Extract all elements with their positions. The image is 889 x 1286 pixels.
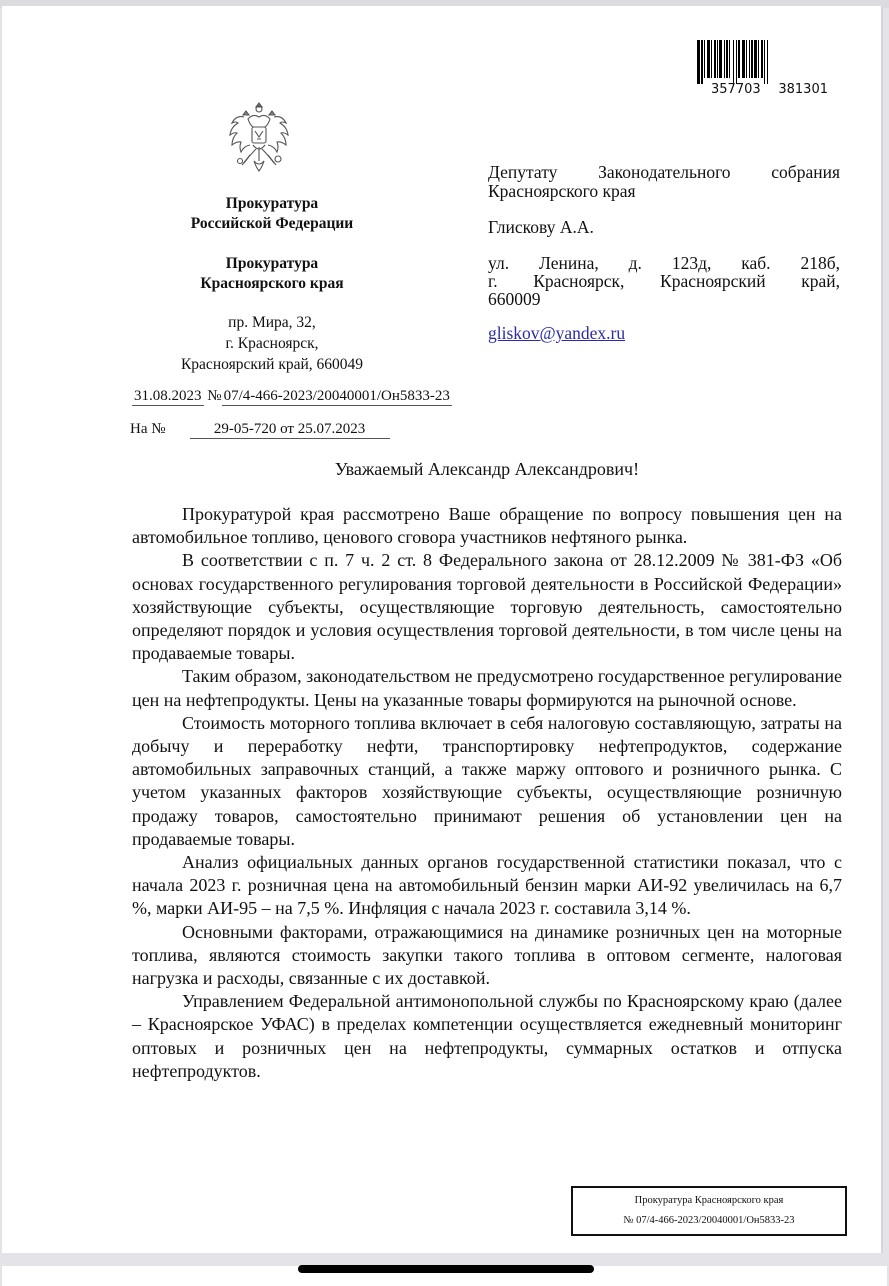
recipient-address-line2: г. Красноярск, Красноярский край, — [488, 271, 840, 291]
sender-organization — [142, 194, 402, 234]
barcode-bar — [746, 40, 747, 78]
recipient-title-line2: Красноярского края — [488, 181, 636, 201]
letter-body — [132, 503, 842, 1083]
document-page — [2, 6, 883, 1253]
registration-date: 31.08.2023 — [134, 388, 202, 404]
barcode-bar — [767, 40, 768, 84]
registration-number-prefix: № — [207, 388, 222, 404]
reply-reference: 29-05-720 от 25.07.2023 — [190, 421, 390, 439]
barcode-bar — [749, 40, 750, 78]
barcode-bar — [724, 40, 725, 78]
barcode-bar — [729, 40, 730, 78]
stamp-line1: Прокуратура Красноярского края — [634, 1195, 784, 1206]
recipient-email-row — [488, 324, 840, 343]
sender-address-line1: пр. Мира, 32, — [228, 314, 316, 331]
barcode-bar — [726, 40, 728, 78]
recipient-address-line1: ул. Ленина, д. 123д, каб. 218б, — [488, 253, 840, 273]
barcode-bar — [717, 40, 718, 78]
paragraph: Стоимость моторного топлива включает в себя налоговую составляющую, затраты на добычу и переработку нефти, транспортировку нефтепродуктов, содержание автомобильных заправочных станций, а также маржу оптового и розничного рынка. С учетом указанных факторов хозяйствующие субъекты, осуществляющие розничную продажу товаров, самостоятельно принимают решения об установлении цен на продаваемые товары. — [132, 712, 842, 849]
paragraph: В соответствии с п. 7 ч. 2 ст. 8 Федерального закона от 28.12.2009 № 381-ФЗ «Об основах государственного регулирования торговой деятельности в Российской Федерации» хозяйствующие субъекты, осуществляющие торговую деятельность, самостоятельно определяют порядок и условия осуществления торговой деятельности, в том числе цены на продаваемые товары. — [132, 550, 842, 664]
registration-stamp — [571, 1186, 847, 1236]
barcode-bar — [742, 40, 745, 78]
barcode-right-number: 381301 — [778, 82, 828, 97]
reply-reference-line — [130, 421, 390, 439]
barcode-bar — [758, 40, 759, 78]
coat-of-arms-emblem-icon — [224, 99, 294, 175]
barcode-bar — [719, 40, 722, 78]
barcode-bar — [701, 40, 703, 84]
barcode-bars — [697, 40, 842, 80]
paragraph: Управлением Федеральной антимонопольной службы по Красноярскому краю (далее – Красноярское УФАС) в пределах компетенции осуществляется ежедневный мониторинг оптовых и розничных цен на нефтепродукты, суммарных остатков и отпуска нефтепродуктов. — [132, 991, 842, 1081]
sender-address-line3: Красноярский край, 660049 — [180, 356, 364, 373]
sender-address — [142, 312, 402, 375]
barcode-bar — [697, 40, 700, 84]
home-indicator[interactable] — [298, 1265, 594, 1273]
paragraph: Анализ официальных данных органов государственной статистики показал, что с начала 2023 г. розничная цена на автомобильный бензин марки АИ-92 увеличилась на 6,7 %, марки АИ-95 – на 7,5 %. Инфляция с начала 2023 г. составила 3,14 %. — [132, 852, 842, 919]
sender-dept-line2: Красноярского края — [200, 275, 344, 292]
paragraph: Таким образом, законодательством не предусмотрено государственное регулирование цен на нефтепродукты. Цены на указанные товары формируются на рыночной основе. — [132, 666, 842, 710]
barcode-bar — [754, 40, 757, 78]
barcode-bar — [736, 40, 737, 84]
recipient-title-line1: Депутату Законодательного собрания — [488, 162, 840, 182]
barcode-bar — [714, 40, 716, 78]
salutation: Уважаемый Александр Александрович! — [334, 459, 640, 479]
sender-dept-line1: Прокуратура — [225, 255, 319, 272]
paragraph: Основными факторами, отражающимися на динамике розничных цен на моторные топлива, являются стоимость закупки такого топлива в оптовом сегменте, налоговая нагрузка и расходы, связанные с их доставкой. — [132, 921, 842, 989]
barcode-bar — [704, 40, 705, 78]
recipient-email-link[interactable]: gliskov@yandex.ru — [488, 323, 626, 343]
barcode-bar — [733, 40, 734, 84]
barcode-bar — [751, 40, 753, 78]
barcode-left-number: 357703 — [711, 82, 761, 97]
sender-org-line2: Российской Федерации — [190, 215, 354, 232]
registration-line — [132, 388, 452, 406]
recipient-name: Глискову А.А. — [488, 217, 594, 237]
barcode-bar — [764, 40, 765, 84]
barcode-bar — [761, 40, 763, 78]
reply-label: На № — [130, 421, 166, 437]
stamp-line2: № 07/4-466-2023/20040001/Он5833-23 — [623, 1215, 795, 1226]
recipient-address-line3: 660009 — [488, 289, 541, 309]
sender-address-line2: г. Красноярск, — [225, 335, 319, 352]
registration-number: 07/4-466-2023/20040001/Он5833-23 — [223, 388, 450, 404]
sender-org-line1: Прокуратура — [225, 195, 319, 212]
sender-department — [142, 254, 402, 294]
barcode — [697, 40, 842, 100]
paragraph: Прокуратурой края рассмотрено Ваше обращение по вопросу повышения цен на автомобильное топливо, ценового сговора участников нефтяного рынка. — [132, 504, 842, 548]
barcode-bar — [711, 40, 712, 78]
barcode-bar — [707, 40, 710, 78]
barcode-bar — [738, 40, 740, 78]
